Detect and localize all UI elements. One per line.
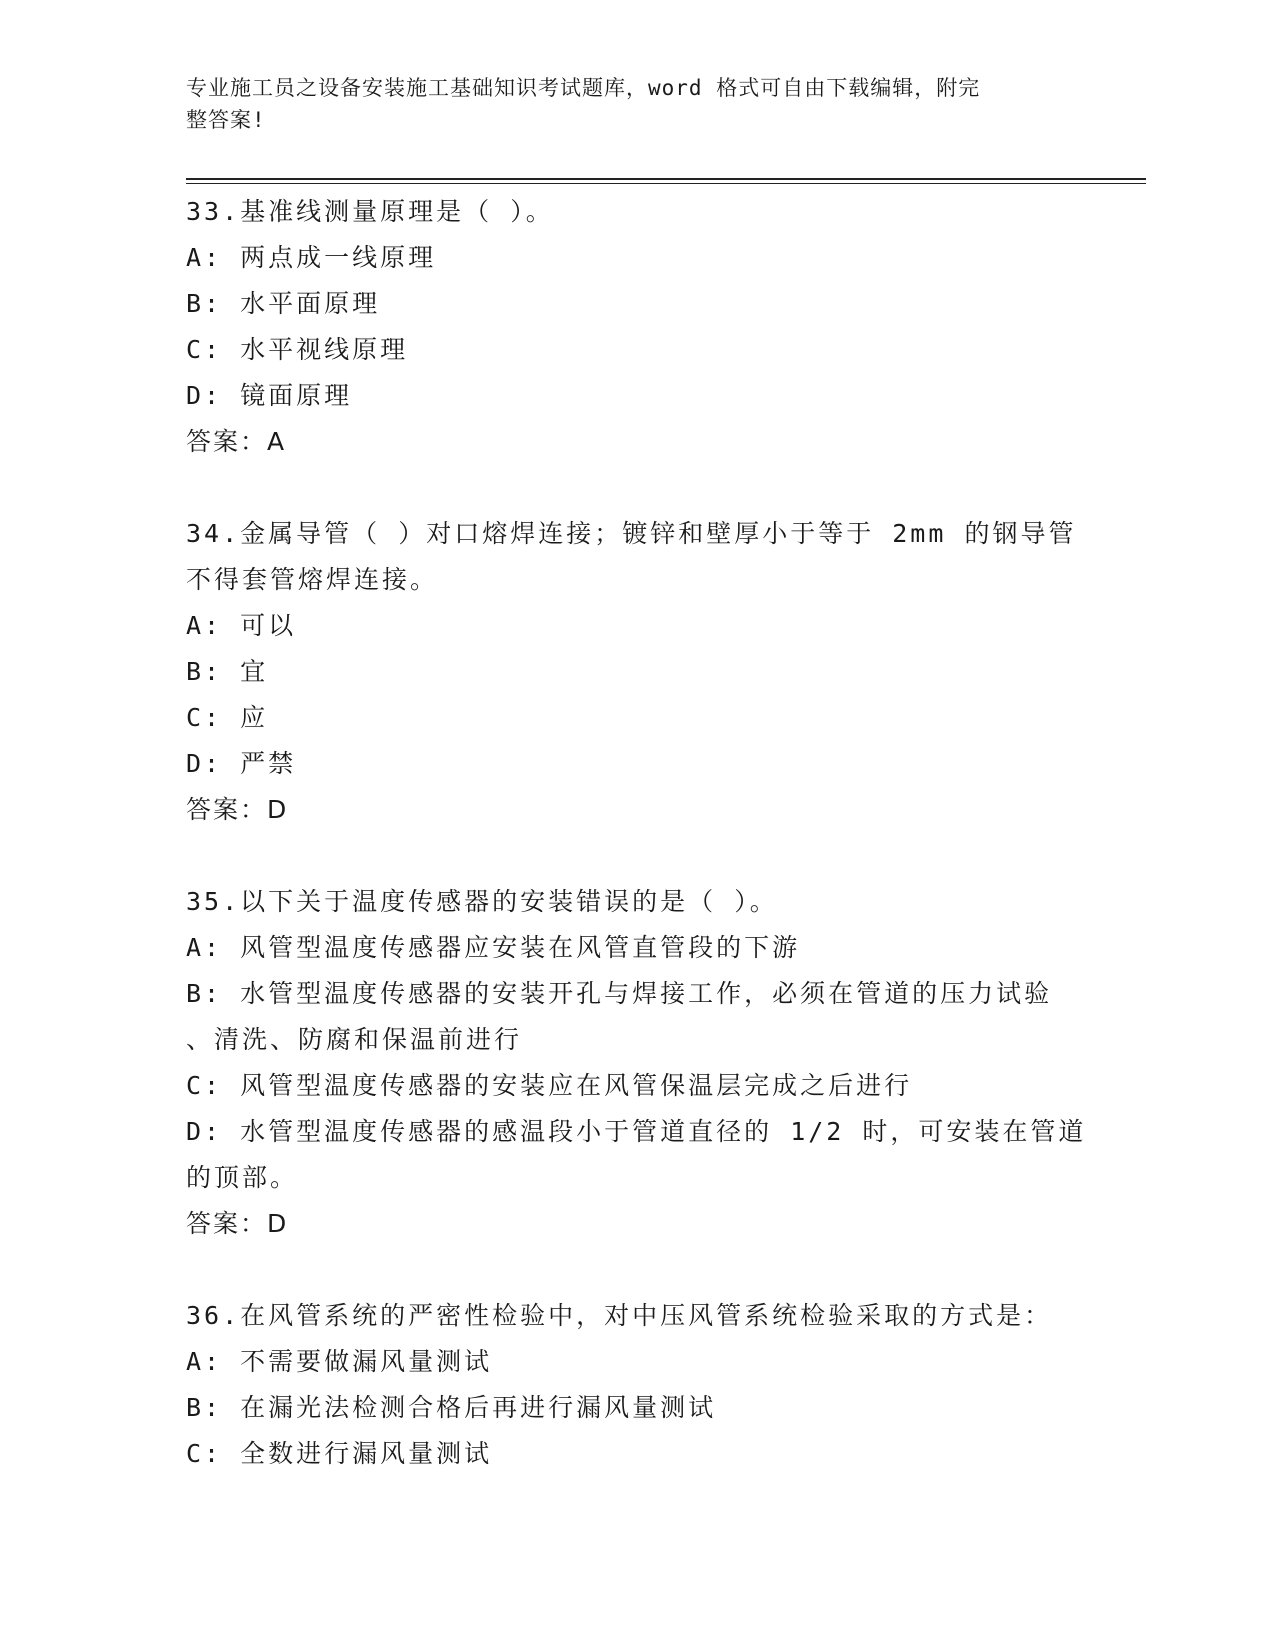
header-line: 专业施工员之设备安装施工基础知识考试题库，word 格式可自由下载编辑，附完 xyxy=(186,76,981,100)
option-b: B: 宜 xyxy=(186,657,269,686)
option-c: C: 水平视线原理 xyxy=(186,335,409,364)
option-b: B: 水平面原理 xyxy=(186,289,381,318)
answer: 答案：D xyxy=(186,1209,289,1238)
option-a: A: 风管型温度传感器应安装在风管直管段的下游 xyxy=(186,933,801,962)
document-header xyxy=(186,72,1066,136)
option-d: D: 镜面原理 xyxy=(186,381,353,410)
option-a: A: 可以 xyxy=(186,611,297,640)
question-34 xyxy=(186,511,1086,833)
question-36 xyxy=(186,1293,1086,1477)
option-d: D: 水管型温度传感器的感温段小于管道直径的 1/2 时，可安装在管道 xyxy=(186,1117,1087,1146)
question-stem: 33.基准线测量原理是（ ）。 xyxy=(186,197,554,226)
question-33 xyxy=(186,189,1086,465)
option-b: B: 在漏光法检测合格后再进行漏风量测试 xyxy=(186,1393,717,1422)
header-divider xyxy=(186,178,1146,180)
question-stem: 34.金属导管（ ）对口熔焊连接；镀锌和壁厚小于等于 2mm 的钢导管 xyxy=(186,519,1077,548)
header-line: 整答案! xyxy=(186,108,266,132)
option-b-continued: 、清洗、防腐和保温前进行 xyxy=(186,1025,523,1054)
question-35 xyxy=(186,879,1086,1247)
option-d-continued: 的顶部。 xyxy=(186,1163,299,1192)
question-stem: 36.在风管系统的严密性检验中，对中压风管系统检验采取的方式是： xyxy=(186,1301,1053,1330)
question-list xyxy=(186,189,1086,1477)
option-b: B: 水管型温度传感器的安装开孔与焊接工作，必须在管道的压力试验 xyxy=(186,979,1053,1008)
header-divider-thin xyxy=(186,183,1146,184)
answer: 答案：D xyxy=(186,795,289,824)
question-stem-continued: 不得套管熔焊连接。 xyxy=(186,565,439,594)
option-c: C: 风管型温度传感器的安装应在风管保温层完成之后进行 xyxy=(186,1071,913,1100)
option-c: C: 应 xyxy=(186,703,269,732)
option-a: A: 两点成一线原理 xyxy=(186,243,437,272)
option-c: C: 全数进行漏风量测试 xyxy=(186,1439,493,1468)
answer: 答案：A xyxy=(186,427,287,456)
option-d: D: 严禁 xyxy=(186,749,297,778)
question-stem: 35.以下关于温度传感器的安装错误的是（ ）。 xyxy=(186,887,778,916)
option-a: A: 不需要做漏风量测试 xyxy=(186,1347,493,1376)
